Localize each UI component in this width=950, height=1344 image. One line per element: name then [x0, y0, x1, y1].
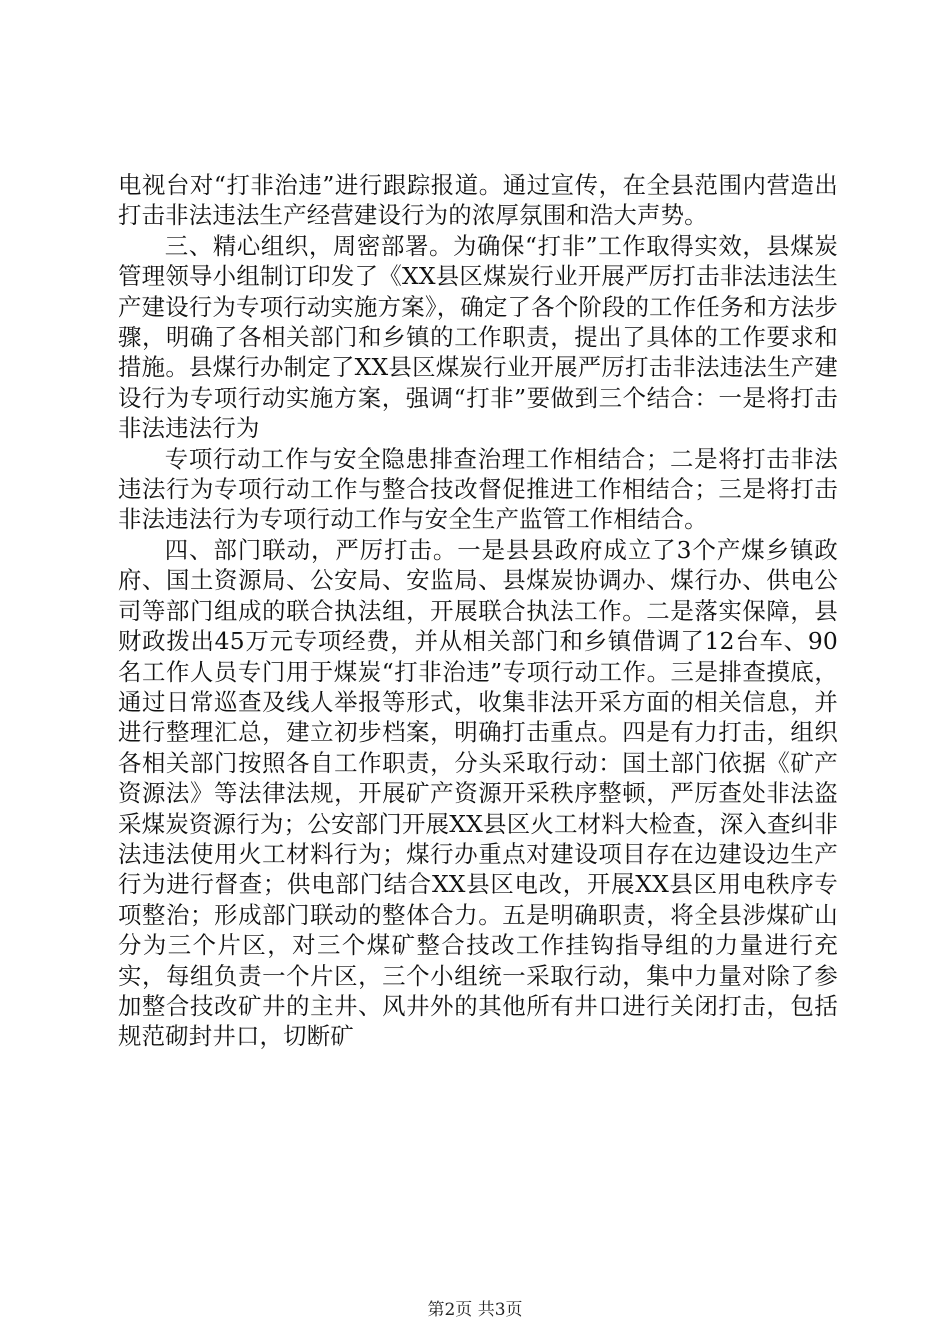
paragraph-2: 三、精心组织，周密部署。为确保“打非”工作取得实效，县煤炭管理领导小组制订印发了《XX县区煤炭行业开展严厉打击非法违法生产建设行为专项行动实施方案》，确定了各个阶段的工作任务和方法步骤，明确了各相关部门和乡镇的工作职责，提出了具体的工作要求和措施。县煤行办制定了XX县区煤炭行业开展严厉打击非法违法生产建设行为专项行动实施方案，强调“打非”要做到三个结合：一是将打击非法违法行为: [118, 231, 838, 443]
paragraph-1: 电视台对“打非治违”进行跟踪报道。通过宣传，在全县范围内营造出打击非法违法生产经营建设行为的浓厚氛围和浩大声势。: [118, 171, 838, 230]
page-footer: 第2页 共3页: [427, 1300, 523, 1320]
document-body: [118, 170, 838, 1052]
paragraph-3: 专项行动工作与安全隐患排查治理工作相结合；二是将打击非法违法行为专项行动工作与整合技改督促推进工作相结合；三是将打击非法违法行为专项行动工作与安全生产监管工作相结合。: [118, 444, 838, 534]
paragraph-4: 四、部门联动，严厉打击。一是县县政府成立了3个产煤乡镇政府、国土资源局、公安局、安监局、县煤炭协调办、煤行办、供电公司等部门组成的联合执法组，开展联合执法工作。二是落实保障，县财政拨出45万元专项经费，并从相关部门和乡镇借调了12台车、90名工作人员专门用于煤炭“打非治违”专项行动工作。三是排查摸底，通过日常巡查及线人举报等形式，收集非法开采方面的相关信息，并进行整理汇总，建立初步档案，明确打击重点。四是有力打击，组织各相关部门按照各自工作职责，分头采取行动：国土部门依据《矿产资源法》等法律法规，开展矿产资源开采秩序整顿，严厉查处非法盗采煤炭资源行为；公安部门开展XX县区火工材料大检查，深入查纠非法违法使用火工材料行为；煤行办重点对建设项目存在边建设边生产行为进行督查；供电部门结合XX县区电改，开展XX县区用电秩序专项整治；形成部门联动的整体合力。五是明确职责，将全县涉煤矿山分为三个片区，对三个煤矿整合技改工作挂钩指导组的力量进行充实，每组负责一个片区，三个小组统一采取行动，集中力量对除了参加整合技改矿井的主井、风井外的其他所有井口进行关闭打击，包括规范砌封井口，切断矿: [118, 535, 838, 1051]
